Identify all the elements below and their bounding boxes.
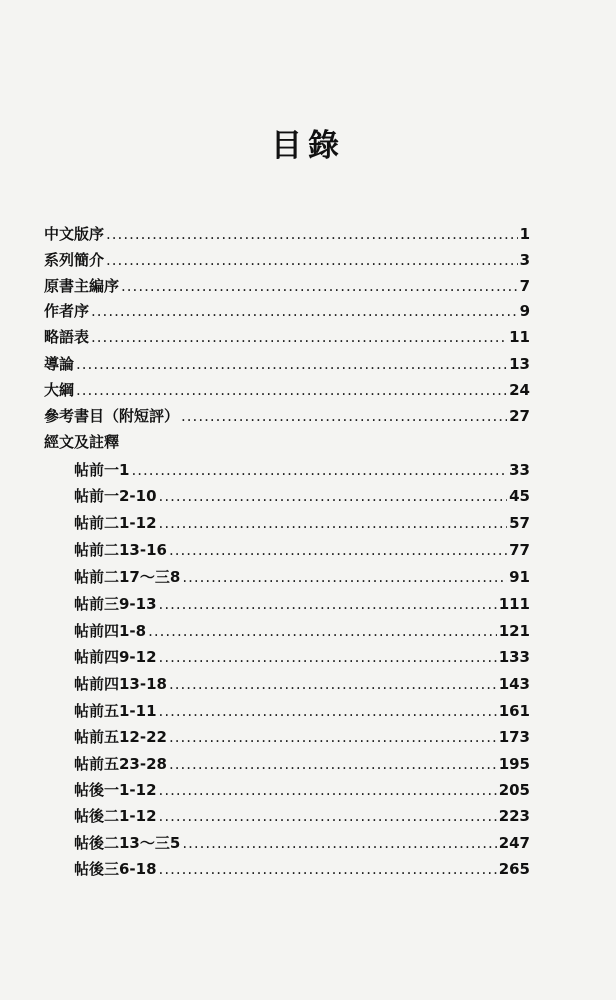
toc-page-number: 161 [498,702,530,720]
toc-label: 帖前一2-10 [74,487,157,505]
toc-label: 略語表 [44,328,90,346]
dot-leader [131,460,507,480]
toc-page-number: 265 [498,860,530,878]
toc-entry [74,460,530,480]
toc-label: 帖前四13-18 [74,675,167,693]
toc-label: 系列簡介 [44,251,105,269]
dot-leader [159,647,497,667]
toc-entry [44,406,530,426]
dot-leader [91,301,518,321]
dot-leader [106,250,518,270]
dot-leader [169,674,497,694]
toc-label: 原書主編序 [44,277,120,295]
toc-entry [44,380,530,400]
toc-entry [74,674,530,694]
toc-entry [74,833,530,853]
toc-entry [44,301,530,321]
toc-page-number: 45 [509,487,530,505]
toc-page-number: 173 [498,728,530,746]
dot-leader [148,621,497,641]
toc-entry [44,250,530,270]
toc-page-number: 91 [509,568,530,586]
toc-page-number: 195 [498,755,530,773]
toc-label: 帖前五1-11 [74,702,157,720]
toc-label: 帖後三6-18 [74,860,157,878]
toc-label: 帖前四1-8 [74,622,147,640]
toc-page-number: 205 [498,781,530,799]
toc-label: 大綱 [44,381,75,399]
dot-leader [181,406,507,426]
dot-leader [159,594,497,614]
dot-leader [106,224,518,244]
toc-entry [74,780,530,800]
toc-page-number: 33 [509,461,530,479]
toc-entry [44,276,530,296]
toc-page-number: 57 [509,514,530,532]
toc-page-number: 13 [509,355,530,373]
dot-leader [159,513,508,533]
toc-page-number: 77 [509,541,530,559]
dot-leader [159,806,497,826]
dot-leader [159,859,497,879]
toc-entry [44,327,530,347]
toc-section-heading [44,432,530,452]
toc-label: 參考書目（附短評） [44,407,180,425]
toc-entry [74,701,530,721]
toc-page-number: 11 [509,328,530,346]
toc-entry [74,806,530,826]
toc-page-number: 111 [498,595,530,613]
toc-entry [74,727,530,747]
toc-label: 中文版序 [44,225,105,243]
toc-label: 作者序 [44,302,90,320]
toc-label: 帖前五12-22 [74,728,167,746]
toc-page-number: 27 [509,407,530,425]
toc-page-number: 223 [498,807,530,825]
toc-entry [74,859,530,879]
toc-page-number: 121 [498,622,530,640]
dot-leader [169,727,497,747]
toc-page-number: 1 [519,225,530,243]
toc-page-number: 133 [498,648,530,666]
toc-entry [74,621,530,641]
toc-entry [44,354,530,374]
toc-entry [74,486,530,506]
dot-leader [159,780,497,800]
toc-page-number: 3 [519,251,530,269]
dot-leader [91,327,507,347]
toc-entry [74,594,530,614]
page-title: 目錄 [271,128,345,164]
toc-label: 帖前一1 [74,461,130,479]
toc-page-number: 143 [498,675,530,693]
dot-leader [76,380,507,400]
toc-label: 帖前五23-28 [74,755,167,773]
dot-leader [182,567,507,587]
toc-entry [44,224,530,244]
toc-label: 帖前二17～三8 [74,568,181,586]
toc-page-number: 24 [509,381,530,399]
dot-leader [159,486,508,506]
toc-entry [74,754,530,774]
toc-entry [74,513,530,533]
toc-entry [74,540,530,560]
toc-label: 帖後二1-12 [74,807,157,825]
toc-label: 帖前三9-13 [74,595,157,613]
dot-leader [169,540,507,560]
dot-leader [121,276,518,296]
toc-page-number: 9 [519,302,530,320]
toc-entry [74,567,530,587]
toc-page-number: 247 [498,834,530,852]
toc-label: 帖前二1-12 [74,514,157,532]
dot-leader [159,701,497,721]
toc-label: 帖後一1-12 [74,781,157,799]
toc-label: 導論 [44,355,75,373]
dot-leader [76,354,507,374]
toc-label: 帖前四9-12 [74,648,157,666]
dot-leader [182,833,496,853]
toc-label: 帖後二13～三5 [74,834,181,852]
toc-label: 帖前二13-16 [74,541,167,559]
toc-entry [74,647,530,667]
toc-label: 經文及註釋 [44,433,120,451]
dot-leader [169,754,497,774]
toc-page-number: 7 [519,277,530,295]
